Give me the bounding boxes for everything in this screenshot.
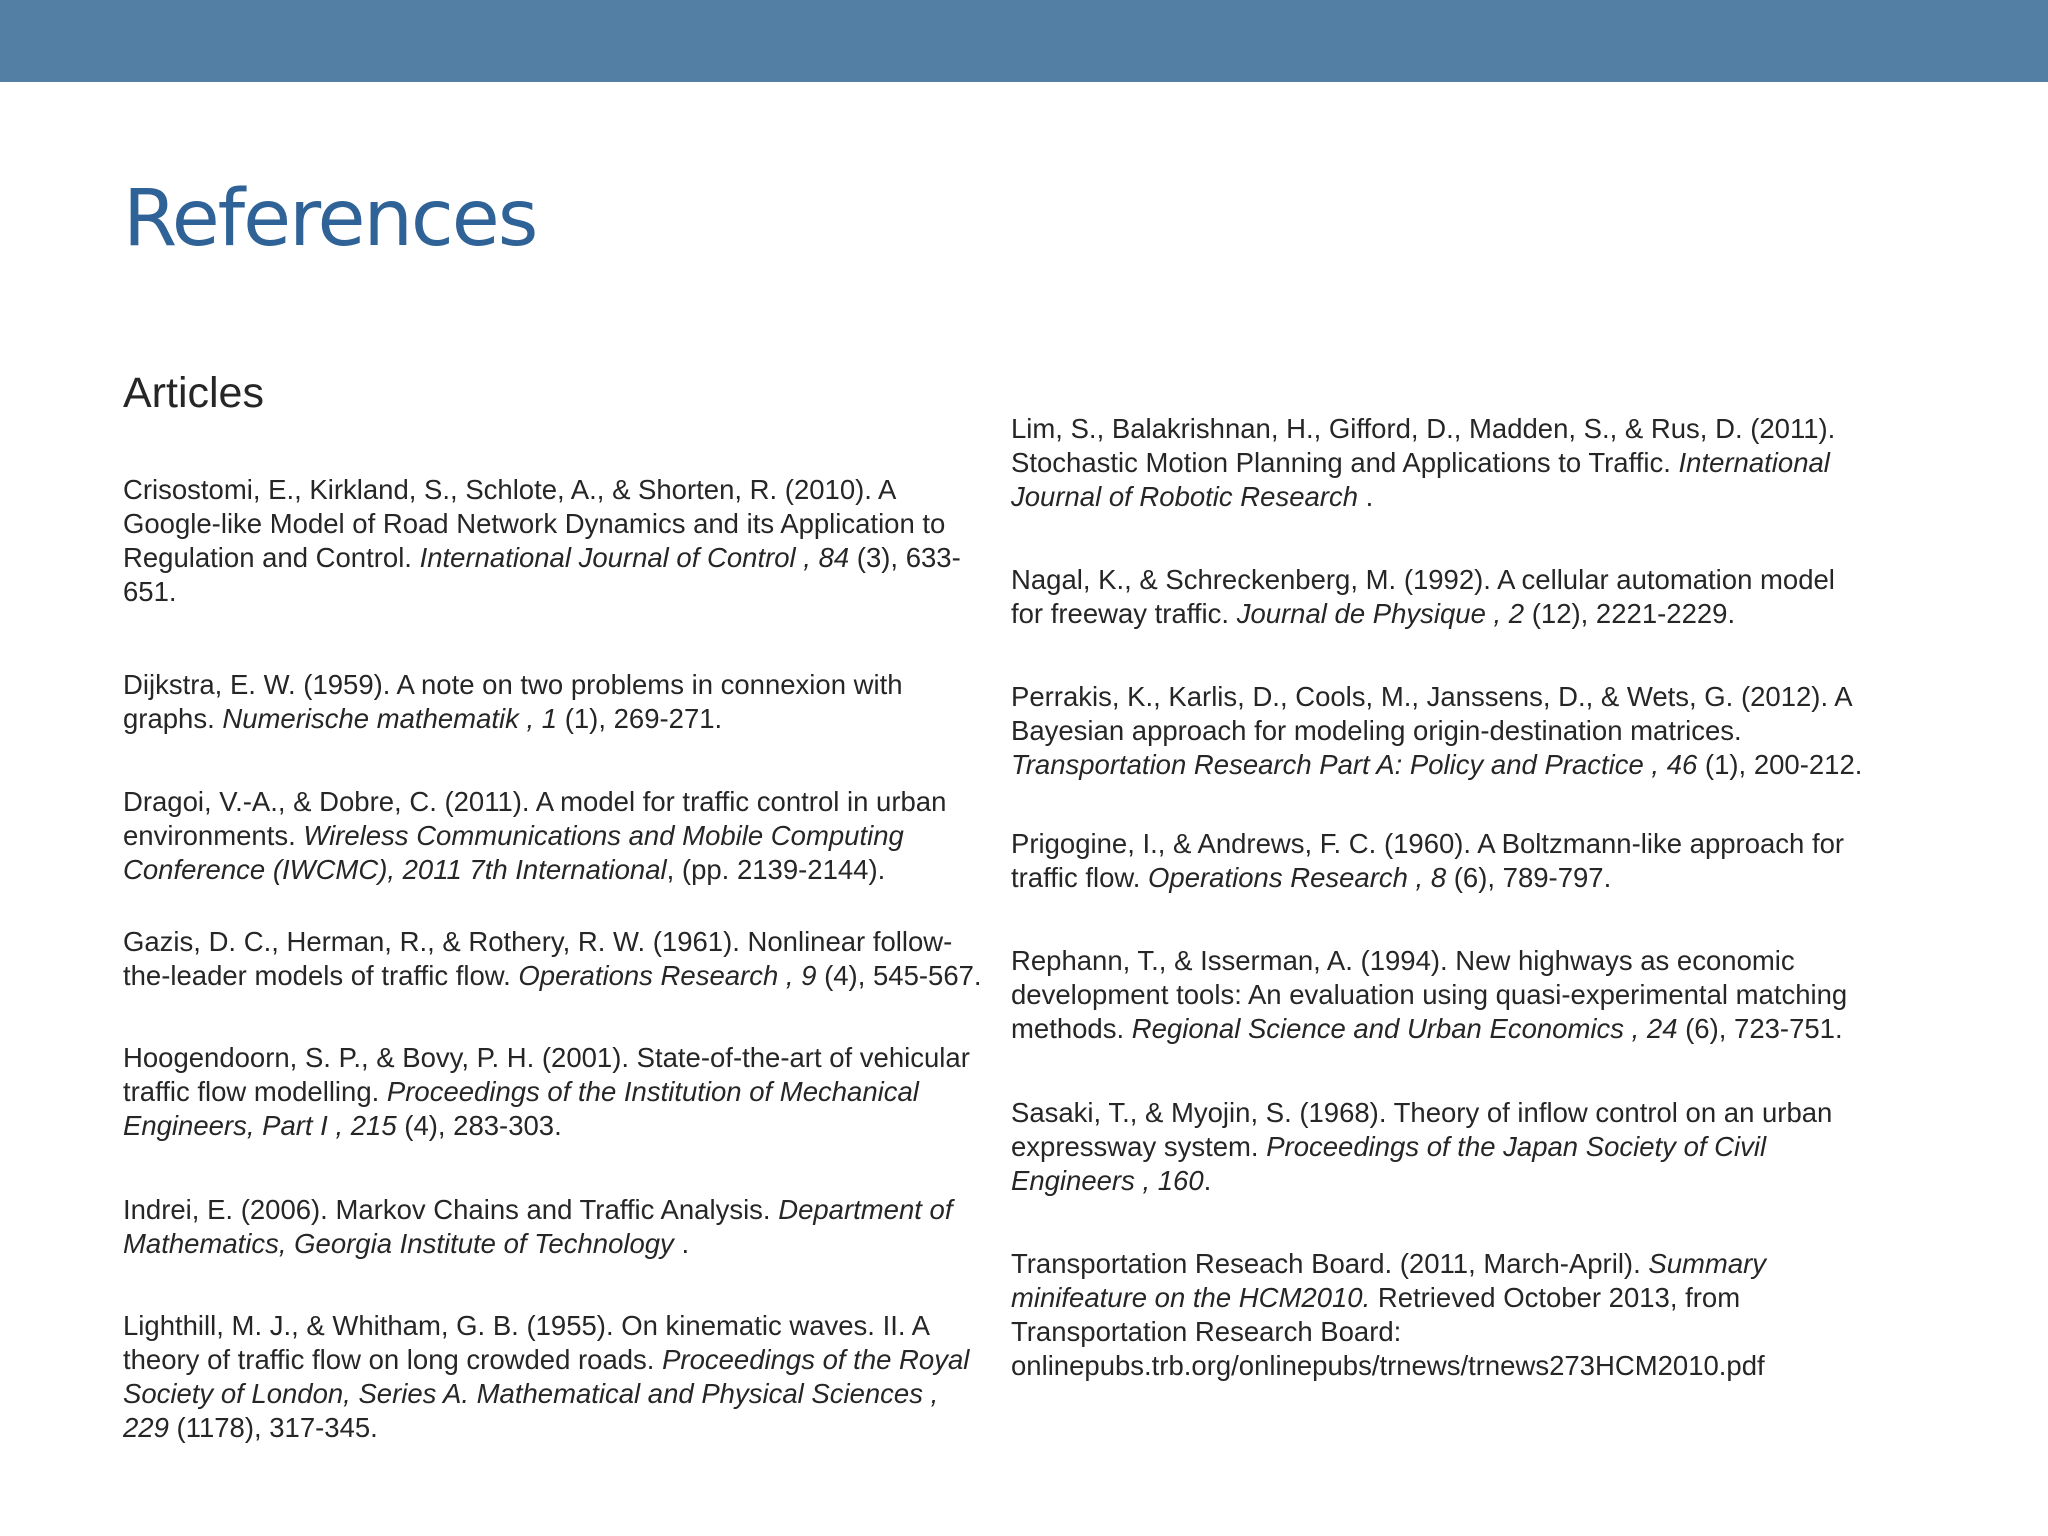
reference-line: [123, 1041, 970, 1075]
reference-line: [123, 853, 946, 887]
reference-italic-text: Regional Science and Urban Economics , 24: [1131, 1013, 1678, 1044]
reference-text: Google-like Model of Road Network Dynamics and its Application to: [123, 508, 946, 539]
reference-text: expressway system.: [1011, 1131, 1267, 1162]
reference-text: traffic flow modelling.: [123, 1076, 387, 1107]
reference-text: Sasaki, T., & Myojin, S. (1968). Theory of inflow control on an urban: [1011, 1097, 1833, 1128]
reference-text: Nagal, K., & Schreckenberg, M. (1992). A cellular automation model: [1011, 564, 1835, 595]
reference-text: (3), 633-: [849, 542, 961, 573]
reference-text: Hoogendoorn, S. P., & Bovy, P. H. (2001). State-of-the-art of vehicular: [123, 1042, 970, 1073]
reference-line: [123, 473, 961, 507]
reference-entry: [123, 473, 961, 609]
reference-entry: [1011, 1096, 1832, 1198]
reference-entry: [1011, 680, 1862, 782]
reference-italic-text: Conference (IWCMC), 2011 7th International: [123, 854, 667, 885]
reference-line: [1011, 1315, 1766, 1349]
reference-line: [123, 819, 946, 853]
reference-text: onlinepubs.trb.org/onlinepubs/trnews/trnews273HCM2010.pdf: [1011, 1350, 1765, 1381]
reference-text: Transportation Reseach Board. (2011, March-April).: [1011, 1248, 1649, 1279]
reference-text: Bayesian approach for modeling origin-destination matrices.: [1011, 715, 1742, 746]
reference-line: [123, 925, 982, 959]
reference-italic-text: Society of London, Series A. Mathematical and Physical Sciences ,: [123, 1378, 939, 1409]
reference-entry: [1011, 412, 1835, 514]
reference-line: [123, 1227, 952, 1261]
reference-entry: [1011, 563, 1835, 631]
reference-line: [123, 575, 961, 609]
reference-entry: [1011, 1247, 1766, 1383]
reference-line: [1011, 1164, 1832, 1198]
reference-line: [123, 1193, 952, 1227]
reference-italic-text: Proceedings of the Institution of Mechanical: [386, 1076, 919, 1107]
reference-line: [123, 1109, 970, 1143]
reference-text: Crisostomi, E., Kirkland, S., Schlote, A., & Shorten, R. (2010). A: [123, 474, 897, 505]
reference-entry: [1011, 827, 1844, 895]
reference-italic-text: Summary: [1648, 1248, 1767, 1279]
reference-text: Lim, S., Balakrishnan, H., Gifford, D., Madden, S., & Rus, D. (2011).: [1011, 413, 1836, 444]
reference-text: Regulation and Control.: [123, 542, 420, 573]
reference-text: methods.: [1011, 1013, 1132, 1044]
reference-entry: [123, 1041, 970, 1143]
reference-italic-text: 229: [123, 1412, 169, 1443]
reference-text: (1178), 317-345.: [168, 1412, 378, 1443]
reference-line: [1011, 1012, 1847, 1046]
reference-text: Perrakis, K., Karlis, D., Cools, M., Janssens, D., & Wets, G. (2012). A: [1011, 681, 1853, 712]
reference-italic-text: minifeature on the HCM2010.: [1011, 1282, 1371, 1313]
reference-line: [123, 959, 982, 993]
reference-entry: [123, 668, 903, 736]
reference-text: .: [1203, 1165, 1212, 1196]
reference-text: Prigogine, I., & Andrews, F. C. (1960). A Boltzmann-like approach for: [1011, 828, 1845, 859]
reference-italic-text: Engineers, Part I , 215: [123, 1110, 397, 1141]
reference-line: [1011, 1349, 1766, 1383]
reference-italic-text: Journal of Robotic Research: [1011, 481, 1358, 512]
reference-entry: [123, 1193, 952, 1261]
reference-line: [1011, 1096, 1832, 1130]
reference-text: Gazis, D. C., Herman, R., & Rothery, R. W. (1961). Nonlinear follow-: [123, 926, 953, 957]
reference-line: [1011, 563, 1835, 597]
reference-line: [123, 1343, 969, 1377]
reference-line: [123, 1377, 969, 1411]
reference-text: Retrieved October 2013, from: [1370, 1282, 1741, 1313]
reference-text: Lighthill, M. J., & Whitham, G. B. (1955). On kinematic waves. II. A: [123, 1310, 930, 1341]
reference-text: theory of traffic flow on long crowded roads.: [123, 1344, 663, 1375]
reference-line: [123, 1309, 969, 1343]
reference-line: [1011, 1247, 1766, 1281]
reference-line: [1011, 480, 1835, 514]
reference-italic-text: International Journal of Control , 84: [419, 542, 850, 573]
reference-entry: [1011, 944, 1847, 1046]
reference-italic-text: Proceedings of the Royal: [662, 1344, 970, 1375]
reference-line: [1011, 978, 1847, 1012]
reference-line: [123, 1411, 969, 1445]
reference-text: graphs.: [123, 703, 223, 734]
reference-italic-text: Mathematics, Georgia Institute of Technology: [123, 1228, 674, 1259]
reference-italic-text: Wireless Communications and Mobile Computing: [303, 820, 904, 851]
reference-entry: [123, 785, 946, 887]
reference-text: .: [673, 1228, 690, 1259]
reference-line: [1011, 714, 1862, 748]
reference-italic-text: Operations Research , 8: [1148, 862, 1447, 893]
reference-text: (12), 2221-2229.: [1524, 598, 1736, 629]
reference-text: Indrei, E. (2006). Markov Chains and Traffic Analysis.: [123, 1194, 779, 1225]
reference-italic-text: Numerische mathematik , 1: [222, 703, 558, 734]
reference-text: (6), 789-797.: [1446, 862, 1612, 893]
reference-line: [1011, 1130, 1832, 1164]
reference-text: 651.: [123, 576, 177, 607]
reference-line: [1011, 597, 1835, 631]
reference-text: .: [1358, 481, 1374, 512]
reference-text: (4), 545-567.: [816, 960, 982, 991]
reference-line: [123, 507, 961, 541]
reference-line: [1011, 827, 1844, 861]
reference-entry: [123, 1309, 969, 1445]
reference-line: [123, 668, 903, 702]
reference-text: traffic flow.: [1011, 862, 1149, 893]
reference-line: [123, 702, 903, 736]
slide-title: References: [123, 174, 537, 264]
reference-italic-text: Department of: [778, 1194, 953, 1225]
reference-line: [1011, 446, 1835, 480]
reference-text: Dragoi, V.-A., & Dobre, C. (2011). A model for traffic control in urban: [123, 786, 947, 817]
reference-italic-text: Proceedings of the Japan Society of Civil: [1266, 1131, 1767, 1162]
reference-italic-text: International: [1678, 447, 1830, 478]
reference-text: (4), 283-303.: [396, 1110, 562, 1141]
reference-text: , (pp. 2139-2144).: [666, 854, 886, 885]
reference-line: [1011, 861, 1844, 895]
reference-text: for freeway traffic.: [1011, 598, 1237, 629]
reference-line: [1011, 1281, 1766, 1315]
reference-text: Rephann, T., & Isserman, A. (1994). New highways as economic: [1011, 945, 1795, 976]
reference-italic-text: Operations Research , 9: [518, 960, 817, 991]
reference-text: the-leader models of traffic flow.: [123, 960, 519, 991]
reference-line: [1011, 748, 1862, 782]
reference-text: (6), 723-751.: [1677, 1013, 1843, 1044]
header-bar: [0, 0, 2048, 82]
reference-line: [1011, 680, 1862, 714]
reference-text: development tools: An evaluation using quasi-experimental matching: [1011, 979, 1848, 1010]
reference-line: [1011, 944, 1847, 978]
reference-text: Transportation Research Board:: [1011, 1316, 1402, 1347]
reference-italic-text: Transportation Research Part A: Policy and Practice , 46: [1011, 749, 1698, 780]
reference-line: [123, 541, 961, 575]
reference-line: [1011, 412, 1835, 446]
reference-text: (1), 269-271.: [557, 703, 723, 734]
reference-line: [123, 785, 946, 819]
reference-italic-text: Journal de Physique , 2: [1236, 598, 1525, 629]
section-heading-articles: Articles: [123, 369, 264, 417]
reference-text: Stochastic Motion Planning and Applications to Traffic.: [1011, 447, 1679, 478]
reference-italic-text: Engineers , 160: [1011, 1165, 1204, 1196]
reference-line: [123, 1075, 970, 1109]
reference-entry: [123, 925, 982, 993]
reference-text: environments.: [123, 820, 304, 851]
reference-text: (1), 200-212.: [1697, 749, 1863, 780]
reference-text: Dijkstra, E. W. (1959). A note on two problems in connexion with: [123, 669, 903, 700]
